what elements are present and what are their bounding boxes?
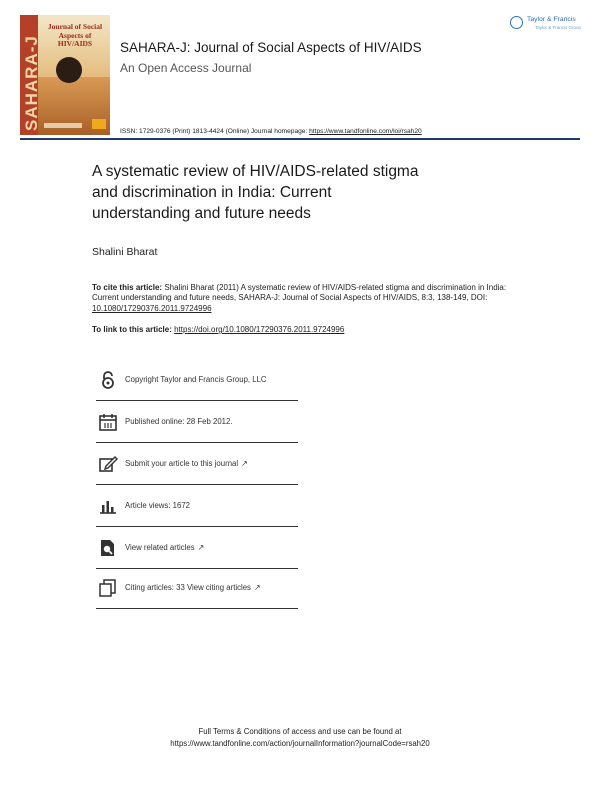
issn-line [120,128,422,135]
cover-vertical-title: SAHARA-J [22,35,41,131]
external-link-icon: ↗ [253,583,261,592]
citing-row[interactable] [96,570,298,609]
views-text: Article views: 1672 [125,501,191,510]
header-rule [20,138,580,140]
copyright-text: Copyright Taylor and Francis Group, LLC [125,375,267,384]
submit-row[interactable] [96,446,298,485]
journal-subtitle: An Open Access Journal [120,61,252,75]
edit-pencil-icon [98,454,118,474]
publisher-logo-name: Taylor & Francis [527,16,576,23]
published-row [96,404,298,443]
related-text: View related articles [125,543,195,552]
link-label: To link to this article: [92,325,175,334]
article-doi-url[interactable]: https://doi.org/10.1080/17290376.2011.9724996 [174,325,345,334]
journal-homepage-link[interactable]: https://www.tandfonline.com/loi/rsah20 [309,128,422,135]
footer-terms-url[interactable]: https://www.tandfonline.com/action/journalInformation?journalCode=rsah20 [170,739,430,748]
submit-text: Submit your article to this journal [125,459,239,468]
cover-publisher-strip [44,123,82,128]
publisher-logo-icon [510,16,523,29]
related-row[interactable] [96,530,298,569]
submit-article-link[interactable] [125,459,248,468]
views-row [96,488,298,527]
external-link-icon: ↗ [241,459,248,468]
journal-title: SAHARA-J: Journal of Social Aspects of HIV/AIDS [120,40,422,55]
published-text: Published online: 28 Feb 2012. [125,417,233,426]
doi-link[interactable]: 10.1080/17290376.2011.9724996 [92,303,212,313]
citing-documents-icon [98,578,118,598]
copyright-row [96,362,298,401]
publisher-logo-group: Taylor & Francis Group [535,25,582,30]
citing-text: Citing articles: 33 View citing articles [125,583,251,592]
related-articles-link[interactable] [125,543,204,552]
footer-terms: Full Terms & Conditions of access and use can be found at [198,727,402,736]
issn-text: ISSN: 1729-0376 (Print) 1813-4424 (Online) Journal homepage: [120,128,310,135]
external-link-icon: ↗ [197,543,205,552]
cite-text: Shalini Bharat (2011) A systematic review of HIV/AIDS-related stigma and discrimination in India: Current understanding and future needs, SAHARA-J: Journal of Social Aspects of HIV/AIDS, 8:3, 138-149, DOI: [92,283,507,303]
link-line [92,325,344,334]
cover-title: Journal of Social Aspects of HIV/AIDS [47,22,103,48]
cover-badge [92,119,106,129]
open-access-lock-icon [98,370,118,390]
search-document-icon [98,538,118,558]
citation-block [92,283,512,314]
article-title: A systematic review of HIV/AIDS-related stigma and discrimination in India: Current understanding and future needs [92,163,419,222]
citing-articles-link[interactable] [125,583,261,592]
cover-figure [56,57,82,83]
bar-chart-icon [98,496,118,516]
article-author: Shalini Bharat [92,246,158,258]
calendar-icon [98,412,118,432]
journal-cover-image [20,15,110,135]
cite-label: To cite this article: [92,283,163,292]
